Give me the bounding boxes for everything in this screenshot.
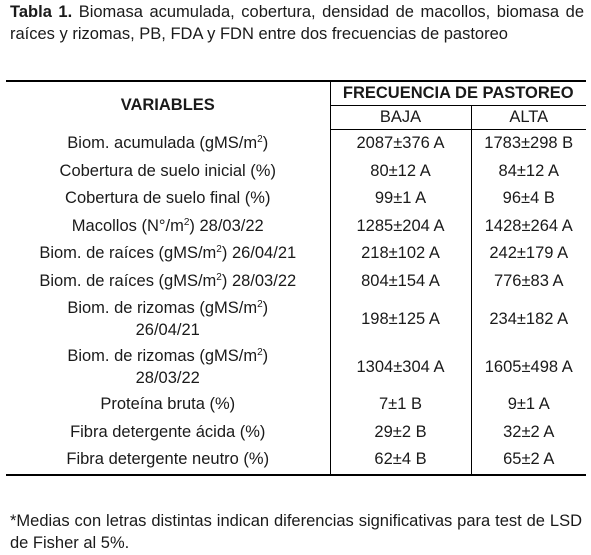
variable-date: 28/03/22 <box>135 369 200 387</box>
variable-label: Biom. de raíces (gMS/m <box>39 271 217 290</box>
table-row <box>6 240 586 268</box>
alta-value: 1605±498 A <box>471 343 586 391</box>
table-row <box>6 158 586 186</box>
variable-cell <box>6 185 330 213</box>
baja-value: 198±125 A <box>330 295 471 343</box>
variable-label: Cobertura de suelo final (%) <box>65 189 271 208</box>
variable-cell <box>6 240 330 268</box>
alta-value: 84±12 A <box>471 158 586 186</box>
table-caption <box>10 2 584 45</box>
variable-cell <box>6 391 330 419</box>
alta-value: 96±4 B <box>471 185 586 213</box>
results-table <box>6 80 586 476</box>
table-row <box>6 130 586 158</box>
variable-label: Cobertura de suelo inicial (%) <box>59 161 276 180</box>
table-body <box>6 130 586 475</box>
baja-value: 804±154 A <box>330 268 471 296</box>
variable-label-tail: ) 28/03/22 <box>221 271 297 290</box>
baja-value: 7±1 B <box>330 391 471 419</box>
header-row <box>6 81 586 106</box>
baja-value: 80±12 A <box>330 158 471 186</box>
alta-value: 234±182 A <box>471 295 586 343</box>
variable-label: Biom. de rizomas (gMS/m <box>67 299 258 317</box>
baja-value: 218±102 A <box>330 240 471 268</box>
table-row <box>6 268 586 296</box>
alta-value: 1428±264 A <box>471 213 586 241</box>
variable-cell <box>6 419 330 447</box>
table-row <box>6 391 586 419</box>
variable-superscript: 2 <box>183 216 190 228</box>
table-row <box>6 343 586 391</box>
variable-label-tail: ) 26/04/21 <box>221 244 297 263</box>
variable-label-tail: ) 28/03/22 <box>189 216 264 235</box>
variable-superscript: 2 <box>216 244 222 256</box>
table-row <box>6 446 586 475</box>
alta-value: 9±1 A <box>471 391 586 419</box>
variable-superscript: 2 <box>257 347 263 358</box>
variable-cell <box>6 295 330 343</box>
baja-value: 99±1 A <box>330 185 471 213</box>
variable-cell <box>6 158 330 186</box>
table-row <box>6 419 586 447</box>
baja-value: 2087±376 A <box>330 130 471 158</box>
alta-value: 65±2 A <box>471 446 586 475</box>
variable-superscript: 2 <box>216 271 222 283</box>
variable-label: Biom. de rizomas (gMS/m <box>67 347 258 365</box>
baja-value: 62±4 B <box>330 446 471 475</box>
variable-label: Proteína bruta (%) <box>100 395 236 414</box>
variable-cell <box>6 446 330 475</box>
header-frecuencia: FRECUENCIA DE PASTOREO <box>330 81 586 106</box>
table-row <box>6 295 586 343</box>
baja-value: 1304±304 A <box>330 343 471 391</box>
table-row <box>6 185 586 213</box>
variable-label: Biom. de raíces (gMS/m <box>39 244 217 263</box>
variable-label: Biom. acumulada (gMS/m <box>67 134 258 152</box>
variable-superscript: 2 <box>257 134 263 145</box>
header-baja: BAJA <box>330 106 471 130</box>
variable-date: 26/04/21 <box>135 321 200 339</box>
alta-value: 1783±298 B <box>471 130 586 158</box>
table-row <box>6 213 586 241</box>
variable-label: Macollos (N°/m <box>71 216 184 235</box>
variable-cell <box>6 130 330 158</box>
alta-value: 242±179 A <box>471 240 586 268</box>
header-variables: VARIABLES <box>6 81 330 130</box>
table-footnote: *Medias con letras distintas indican diferencias significativas para test de LSD de Fisher al 5%. <box>10 512 582 552</box>
variable-label-tail: ) <box>262 134 269 152</box>
variable-label-tail: ) <box>262 347 269 365</box>
variable-cell <box>6 343 330 391</box>
caption-label: Tabla 1. <box>10 3 73 21</box>
variable-label-tail: ) <box>262 299 269 317</box>
variable-cell <box>6 268 330 296</box>
alta-value: 776±83 A <box>471 268 586 296</box>
variable-superscript: 2 <box>257 299 263 310</box>
alta-value: 32±2 A <box>471 419 586 447</box>
header-alta: ALTA <box>471 106 586 130</box>
baja-value: 29±2 B <box>330 419 471 447</box>
variable-label: Fibra detergente ácida (%) <box>70 422 266 441</box>
variable-label: Fibra detergente neutro (%) <box>66 450 270 469</box>
baja-value: 1285±204 A <box>330 213 471 241</box>
variable-cell <box>6 213 330 241</box>
caption-text: Biomasa acumulada, cobertura, densidad de macollos, biomasa de raíces y rizomas, PB, FDA y FDN entre dos frecuencias de pastoreo <box>10 3 584 43</box>
